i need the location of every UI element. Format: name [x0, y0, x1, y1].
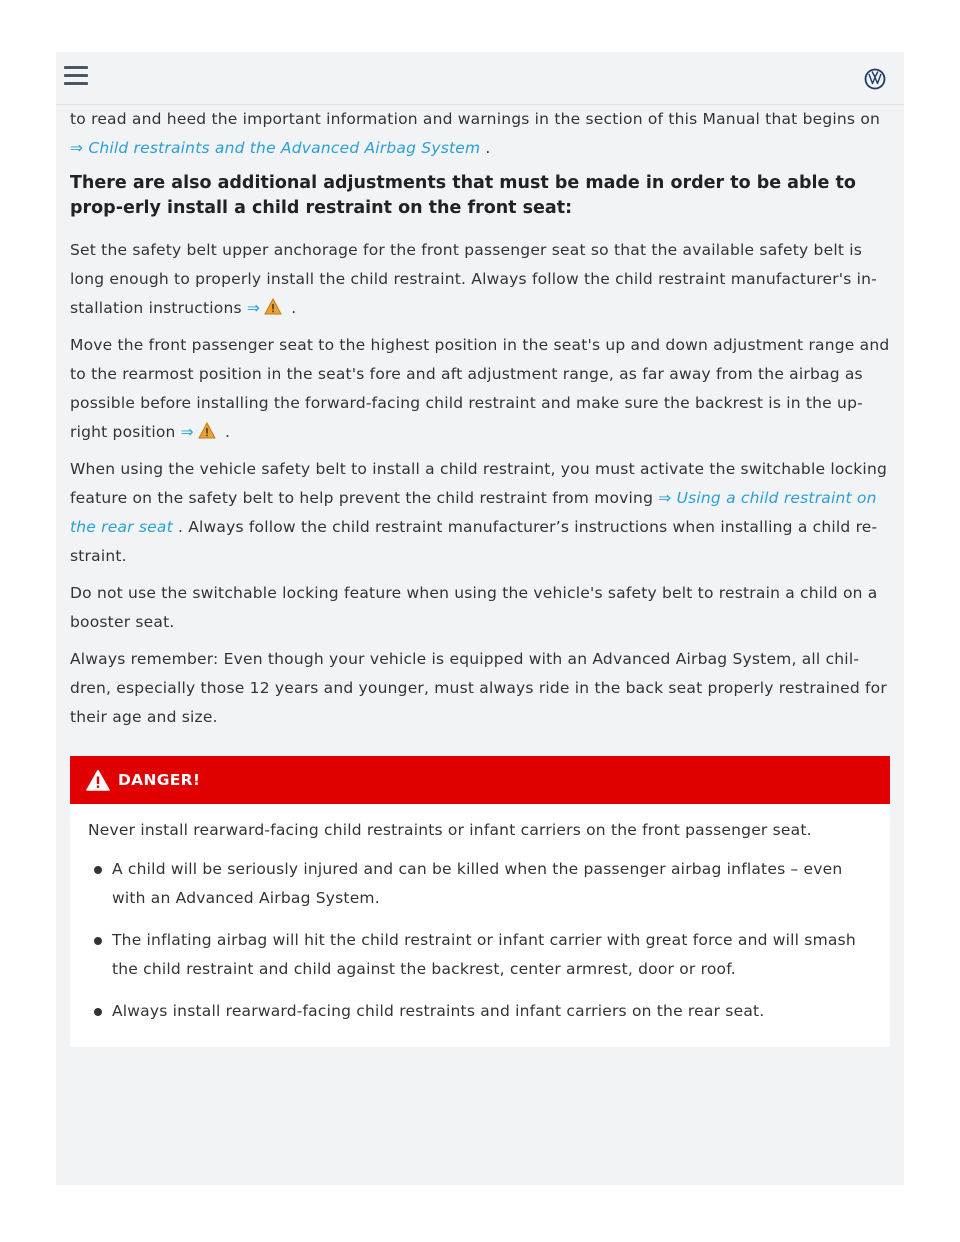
remember-paragraph: Always remember: Even though your vehicle is equipped with an Advanced Airbag System, all chil-dren, especially those 12 years and younger, must always ride in the back seat properly restrained for their age and size.: [70, 650, 887, 726]
intro-after: .: [480, 139, 491, 157]
warning-xref-link[interactable]: [247, 299, 286, 317]
xref-arrow: ⇒: [180, 423, 194, 441]
vw-logo-icon[interactable]: [864, 68, 886, 90]
para3-text: When using the vehicle safety belt to install a child restraint, you must activate the switchable locking feature on the safety belt to help prevent the child restraint from moving: [70, 460, 888, 507]
warning-triangle-icon: [264, 298, 282, 315]
para2-text: Move the front passenger seat to the highest position in the seat's up and down adjustment range and to the rearmost position in the seat's fore and aft adjustment range, as far away from the airbag as possible before installing the forward-facing child restraint and make sure the backrest is in the up-right position: [70, 336, 890, 441]
danger-body: [70, 804, 890, 1047]
para1-text: Set the safety belt upper anchorage for the front passenger seat so that the available safety belt is long enough to properly install the child restraint. Always follow the child restraint manufacturer's in-stallation instructions: [70, 241, 877, 317]
intro-text: to read and heed the important information and warnings in the section of this Manual that begins on: [70, 110, 881, 128]
para1-after: .: [286, 299, 297, 317]
belt-anchorage-paragraph: [70, 236, 890, 323]
list-item: A child will be seriously injured and can be killed when the passenger airbag inflates – even with an Advanced Airbag System.: [88, 855, 872, 913]
danger-box: [70, 756, 890, 1047]
danger-bullet-list: [88, 855, 872, 1026]
app-header: [56, 52, 904, 105]
para2-after: .: [219, 423, 231, 441]
warning-xref-link[interactable]: [181, 423, 220, 441]
intro-paragraph: [70, 105, 890, 163]
list-item: The inflating airbag will hit the child restraint or infant carrier with great force and will smash the child restraint and child against the backrest, center armrest, door or roof.: [88, 926, 872, 984]
seat-position-paragraph: [70, 331, 890, 447]
content-area: [70, 105, 890, 1047]
warning-triangle-icon: [198, 422, 216, 439]
hamburger-menu-icon[interactable]: [64, 66, 88, 86]
booster-seat-paragraph: Do not use the switchable locking feature when using the vehicle's safety belt to restrain a child on a booster seat.: [70, 584, 878, 631]
rear-seat-child-restraint-link[interactable]: ⇒ Using a child restraint on the rear seat: [70, 489, 877, 536]
danger-warning-icon: [86, 769, 110, 791]
locking-feature-paragraph: [70, 455, 890, 571]
xref-arrow: ⇒: [246, 299, 261, 317]
section-heading: There are also additional adjustments that must be made in order to be able to prop-erly install a child restraint on the front seat:: [70, 173, 856, 218]
para3-after: . Always follow the child restraint manufacturer’s instructions when installing a child re-straint.: [70, 518, 878, 565]
child-restraints-airbag-link[interactable]: ⇒ Child restraints and the Advanced Airbag System: [70, 139, 481, 157]
danger-header: [70, 756, 890, 804]
danger-title: DANGER!: [118, 771, 201, 789]
danger-intro: Never install rearward-facing child restraints or infant carriers on the front passenger seat.: [88, 821, 812, 839]
list-item: Always install rearward-facing child restraints and infant carriers on the rear seat.: [88, 997, 872, 1026]
manual-page: [56, 105, 904, 1185]
